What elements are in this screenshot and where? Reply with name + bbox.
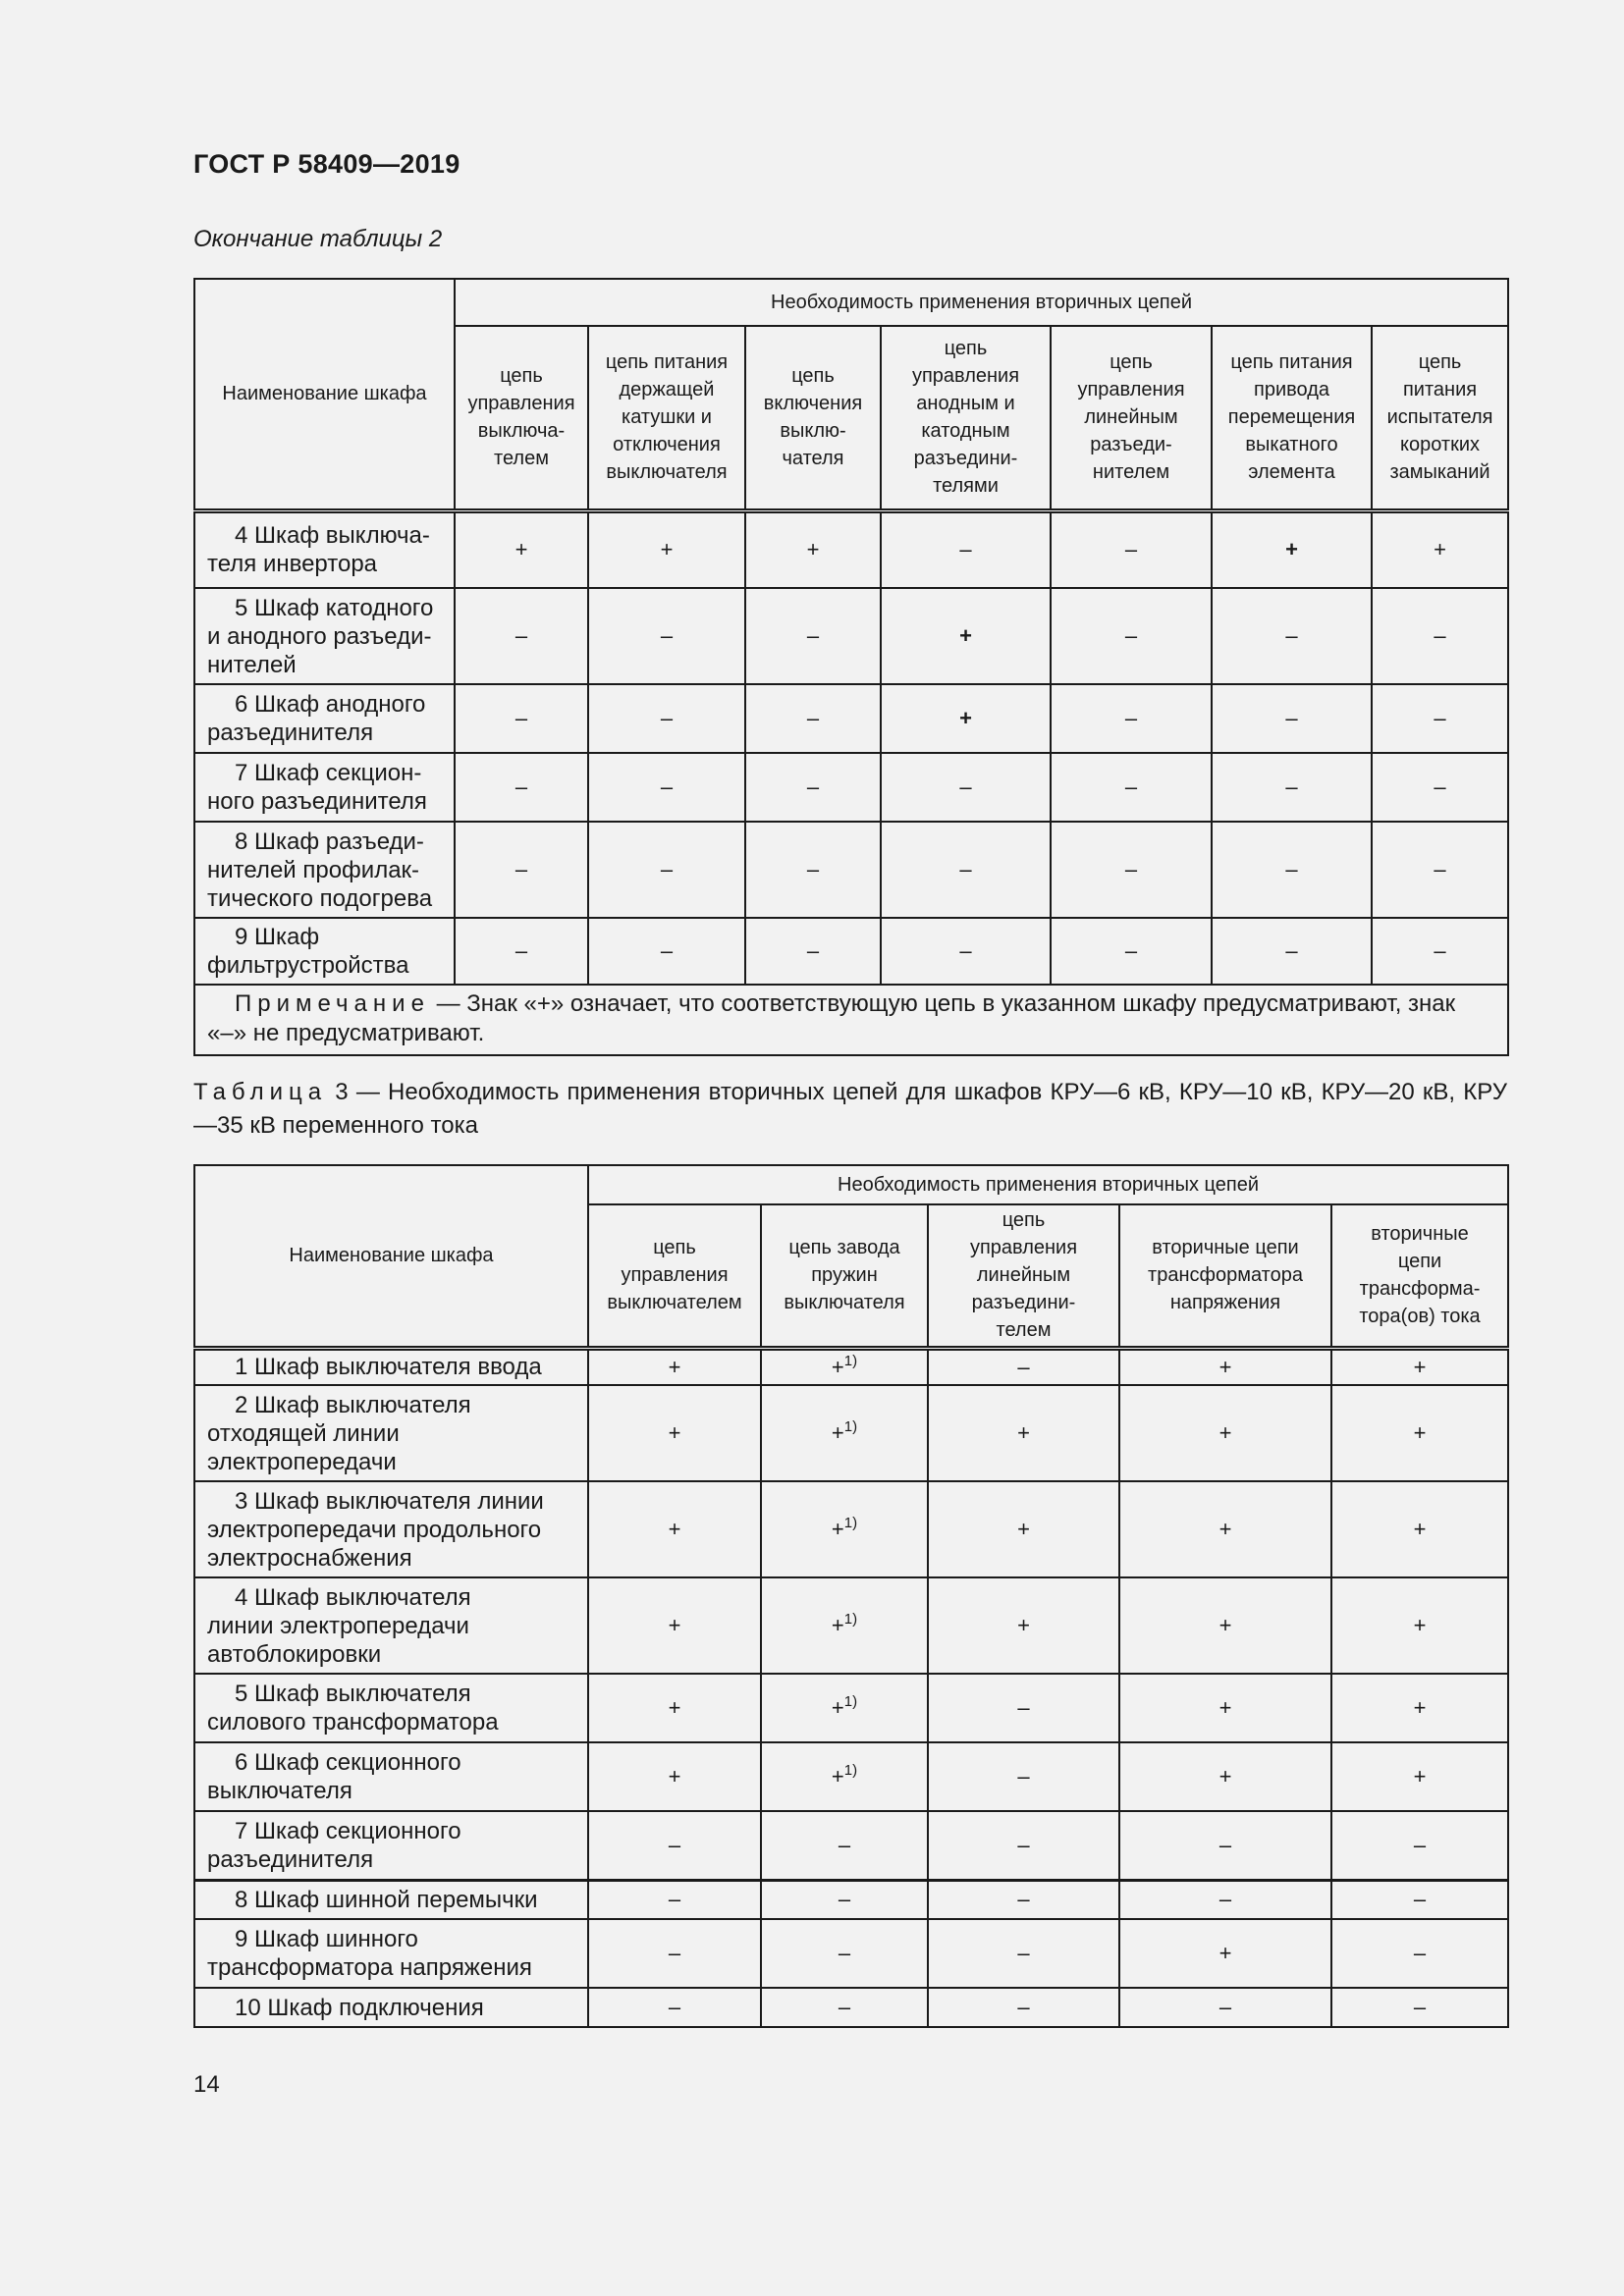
- table2-cell: –: [455, 822, 588, 918]
- table2-cell: –: [1372, 753, 1508, 822]
- table3-row: [194, 1348, 1508, 1385]
- table3-cell: +: [588, 1577, 761, 1674]
- footnote-mark: 1): [843, 1418, 858, 1435]
- table3-cell: +: [1119, 1674, 1331, 1742]
- table3-cell: +: [1331, 1385, 1508, 1481]
- table2-col-header: цепь включения выклю- чателя: [745, 326, 881, 510]
- table2-cell: +: [745, 510, 881, 588]
- table2-col-header: цепь управления выключа- телем: [455, 326, 588, 510]
- table2-cell: –: [1372, 684, 1508, 753]
- table2-cell: –: [1372, 822, 1508, 918]
- table3-cell: +: [588, 1348, 761, 1385]
- table2-cell: –: [881, 918, 1051, 985]
- table3-row-label: 8 Шкаф шинной перемычки: [194, 1880, 588, 1919]
- table2-note-label: Примечание: [235, 990, 430, 1017]
- table3-col-header: цепь завода пружин выключателя: [761, 1204, 928, 1348]
- table3-cell: +: [1331, 1577, 1508, 1674]
- table3-cell: +: [588, 1385, 761, 1481]
- table3-caption: [193, 1076, 1507, 1143]
- table2-cell: –: [1051, 918, 1212, 985]
- table3-cell: +: [928, 1577, 1119, 1674]
- table2-cell: –: [745, 918, 881, 985]
- table3-row: [194, 1385, 1508, 1481]
- table2-row-label: 9 Шкаф фильтрустройства: [194, 918, 455, 985]
- table3-cell: –: [761, 1811, 928, 1880]
- table3-row-label: 3 Шкаф выключателя линии электропередачи продольного электроснабжения: [194, 1481, 588, 1577]
- table3-body: [194, 1348, 1508, 2027]
- table2-cell: –: [588, 684, 745, 753]
- table2-cell: –: [588, 588, 745, 684]
- table3-cell: +: [928, 1481, 1119, 1577]
- table3-cell: –: [928, 1919, 1119, 1988]
- table2-col-header: цепь управления линейным разъеди- нителем: [1051, 326, 1212, 510]
- table2-row: [194, 918, 1508, 985]
- table2-cell: –: [1212, 918, 1372, 985]
- table2-cell: –: [745, 684, 881, 753]
- table2-group-header: Необходимость применения вторичных цепей: [455, 279, 1508, 326]
- table3-row: [194, 1481, 1508, 1577]
- table3-cell: –: [1331, 1988, 1508, 2027]
- table3-row-label: 6 Шкаф секционного выключателя: [194, 1742, 588, 1811]
- table3-cell: +: [1119, 1481, 1331, 1577]
- footnote-mark: 1): [843, 1693, 858, 1710]
- table3-cell: +: [928, 1385, 1119, 1481]
- table2-col-header: цепь питания привода перемещения выкатного элемента: [1212, 326, 1372, 510]
- table3-cell: –: [588, 1880, 761, 1919]
- table3-row-label: 10 Шкаф подключения: [194, 1988, 588, 2027]
- table3-row: [194, 1577, 1508, 1674]
- table2-cell: –: [1051, 684, 1212, 753]
- table3-row: [194, 1674, 1508, 1742]
- table3-row-label: 4 Шкаф выключателя линии электропередачи автоблокировки: [194, 1577, 588, 1674]
- table2-col-name-header: Наименование шкафа: [194, 279, 455, 510]
- table3-cell: –: [1119, 1988, 1331, 2027]
- table3-cell: –: [588, 1811, 761, 1880]
- footnote-mark: 1): [843, 1611, 858, 1628]
- table3-cell: –: [928, 1988, 1119, 2027]
- table2-cell: –: [1372, 918, 1508, 985]
- footnote-mark: 1): [843, 1515, 858, 1531]
- table3-row-label: 5 Шкаф выключателя силового трансформатора: [194, 1674, 588, 1742]
- table3-caption-text: 3 — Необходимость применения вторичных цепей для шкафов КРУ—6 кВ, КРУ—10 кВ, КРУ—20 кВ, КРУ—35 кВ переменного тока: [193, 1079, 1507, 1139]
- table3-cell: –: [588, 1919, 761, 1988]
- table3-cell: –: [1331, 1811, 1508, 1880]
- table3-col-header: вторичные цепи трансформатора напряжения: [1119, 1204, 1331, 1348]
- table3-col-header: цепь управления линейным разъедини- телем: [928, 1204, 1119, 1348]
- table2-row-label: 5 Шкаф катодного и анодного разъеди- нителей: [194, 588, 455, 684]
- table3-cell: –: [761, 1988, 928, 2027]
- table2-cell: –: [1212, 684, 1372, 753]
- table3-cell: –: [761, 1919, 928, 1988]
- table2-cell: –: [745, 588, 881, 684]
- table3-cell: –: [928, 1742, 1119, 1811]
- table2-col-header: цепь питания испытателя коротких замыканий: [1372, 326, 1508, 510]
- table3-caption-label: Таблица: [193, 1079, 328, 1105]
- table3-cell: –: [928, 1811, 1119, 1880]
- table3-col-header: цепь управления выключателем: [588, 1204, 761, 1348]
- table2-col-header: цепь питания держащей катушки и отключения выключателя: [588, 326, 745, 510]
- table2-cell: –: [455, 918, 588, 985]
- table2-cell: +: [455, 510, 588, 588]
- table3-row: [194, 1880, 1508, 1919]
- footnote-mark: 1): [843, 1762, 858, 1779]
- table2-cell: –: [881, 822, 1051, 918]
- table3-cell: –: [1331, 1880, 1508, 1919]
- table3-row-label: 2 Шкаф выключателя отходящей линии электропередачи: [194, 1385, 588, 1481]
- table3-cell: –: [1119, 1880, 1331, 1919]
- table3-cell: +$^{1)}$: [761, 1742, 928, 1811]
- table3-cell: +: [1119, 1919, 1331, 1988]
- table3-cell: +: [1331, 1742, 1508, 1811]
- table3-cell: +$^{1)}$: [761, 1577, 928, 1674]
- table2-cell: –: [455, 753, 588, 822]
- table2-row: [194, 684, 1508, 753]
- table2-cell: +: [1212, 510, 1372, 588]
- table3-row: [194, 1988, 1508, 2027]
- table3-cell: +: [1331, 1481, 1508, 1577]
- table3-cell: –: [588, 1988, 761, 2027]
- table3-row: [194, 1742, 1508, 1811]
- table2-continuation-caption: Окончание таблицы 2: [193, 226, 443, 252]
- table2-cell: –: [745, 822, 881, 918]
- table2-row: [194, 822, 1508, 918]
- table2-cell: –: [1212, 588, 1372, 684]
- table2-cell: –: [588, 918, 745, 985]
- table3-row-label: 1 Шкаф выключателя ввода: [194, 1348, 588, 1385]
- table3-cell: +: [1119, 1577, 1331, 1674]
- table-3: [193, 1164, 1509, 2028]
- table3-cell: +$^{1)}$: [761, 1674, 928, 1742]
- table2-cell: –: [1051, 822, 1212, 918]
- table3-row: [194, 1811, 1508, 1880]
- table2-cell: –: [1212, 822, 1372, 918]
- table2-cell: –: [455, 684, 588, 753]
- table2-cell: –: [588, 753, 745, 822]
- table3-group-header: Необходимость применения вторичных цепей: [588, 1165, 1508, 1204]
- table2-cell: –: [745, 753, 881, 822]
- table2-cell: –: [1051, 588, 1212, 684]
- table-2: [193, 278, 1509, 1056]
- table2-row-label: 6 Шкаф анодного разъединителя: [194, 684, 455, 753]
- table3-cell: +: [1331, 1674, 1508, 1742]
- document-header: ГОСТ Р 58409—2019: [193, 149, 460, 179]
- table3-cell: +$^{1)}$: [761, 1385, 928, 1481]
- table3-col-header: вторичные цепи трансформа- тора(ов) тока: [1331, 1204, 1508, 1348]
- table3-cell: –: [761, 1880, 928, 1919]
- table2-col-header: цепь управления анодным и катодным разъедини- телями: [881, 326, 1051, 510]
- table2-row-label: 8 Шкаф разъеди- нителей профилак- тического подогрева: [194, 822, 455, 918]
- table2-cell: –: [881, 753, 1051, 822]
- table2-body: [194, 510, 1508, 985]
- table2-cell: –: [881, 510, 1051, 588]
- table3-cell: +$^{1)}$: [761, 1348, 928, 1385]
- table3-cell: –: [928, 1880, 1119, 1919]
- table2-cell: +: [881, 684, 1051, 753]
- table3-cell: –: [928, 1674, 1119, 1742]
- page-number: 14: [193, 2071, 220, 2098]
- table3-row-label: 7 Шкаф секционного разъединителя: [194, 1811, 588, 1880]
- table3-cell: +: [1331, 1348, 1508, 1385]
- table2-row: [194, 753, 1508, 822]
- table2-note-text: — Знак «+» означает, что соответствующую цепь в указанном шкафу предусматривают, знак «–» не предусматривают.: [207, 990, 1456, 1046]
- table3-cell: –: [928, 1348, 1119, 1385]
- table3-cell: –: [1119, 1811, 1331, 1880]
- table2-cell: –: [1051, 753, 1212, 822]
- footnote-mark: 1): [843, 1352, 858, 1369]
- table3-row: [194, 1919, 1508, 1988]
- table3-cell: +$^{1)}$: [761, 1481, 928, 1577]
- table2-cell: +: [1372, 510, 1508, 588]
- table2-cell: –: [588, 822, 745, 918]
- table2-row-label: 7 Шкаф секцион- ного разъединителя: [194, 753, 455, 822]
- table2-cell: +: [588, 510, 745, 588]
- table3-cell: –: [1331, 1919, 1508, 1988]
- table3-cell: +: [588, 1742, 761, 1811]
- table3-cell: +: [588, 1481, 761, 1577]
- table2-cell: –: [1051, 510, 1212, 588]
- table2-cell: –: [455, 588, 588, 684]
- table2-row-label: 4 Шкаф выключа- теля инвертора: [194, 510, 455, 588]
- table3-cell: +: [1119, 1348, 1331, 1385]
- table2-cell: –: [1212, 753, 1372, 822]
- table3-cell: +: [588, 1674, 761, 1742]
- table2-note: [194, 985, 1508, 1055]
- table3-col-name-header: Наименование шкафа: [194, 1165, 588, 1348]
- table2-cell: –: [1372, 588, 1508, 684]
- table3-cell: +: [1119, 1742, 1331, 1811]
- table3-cell: +: [1119, 1385, 1331, 1481]
- table2-cell: +: [881, 588, 1051, 684]
- table3-row-label: 9 Шкаф шинного трансформатора напряжения: [194, 1919, 588, 1988]
- table2-row: [194, 588, 1508, 684]
- table2-row: [194, 510, 1508, 588]
